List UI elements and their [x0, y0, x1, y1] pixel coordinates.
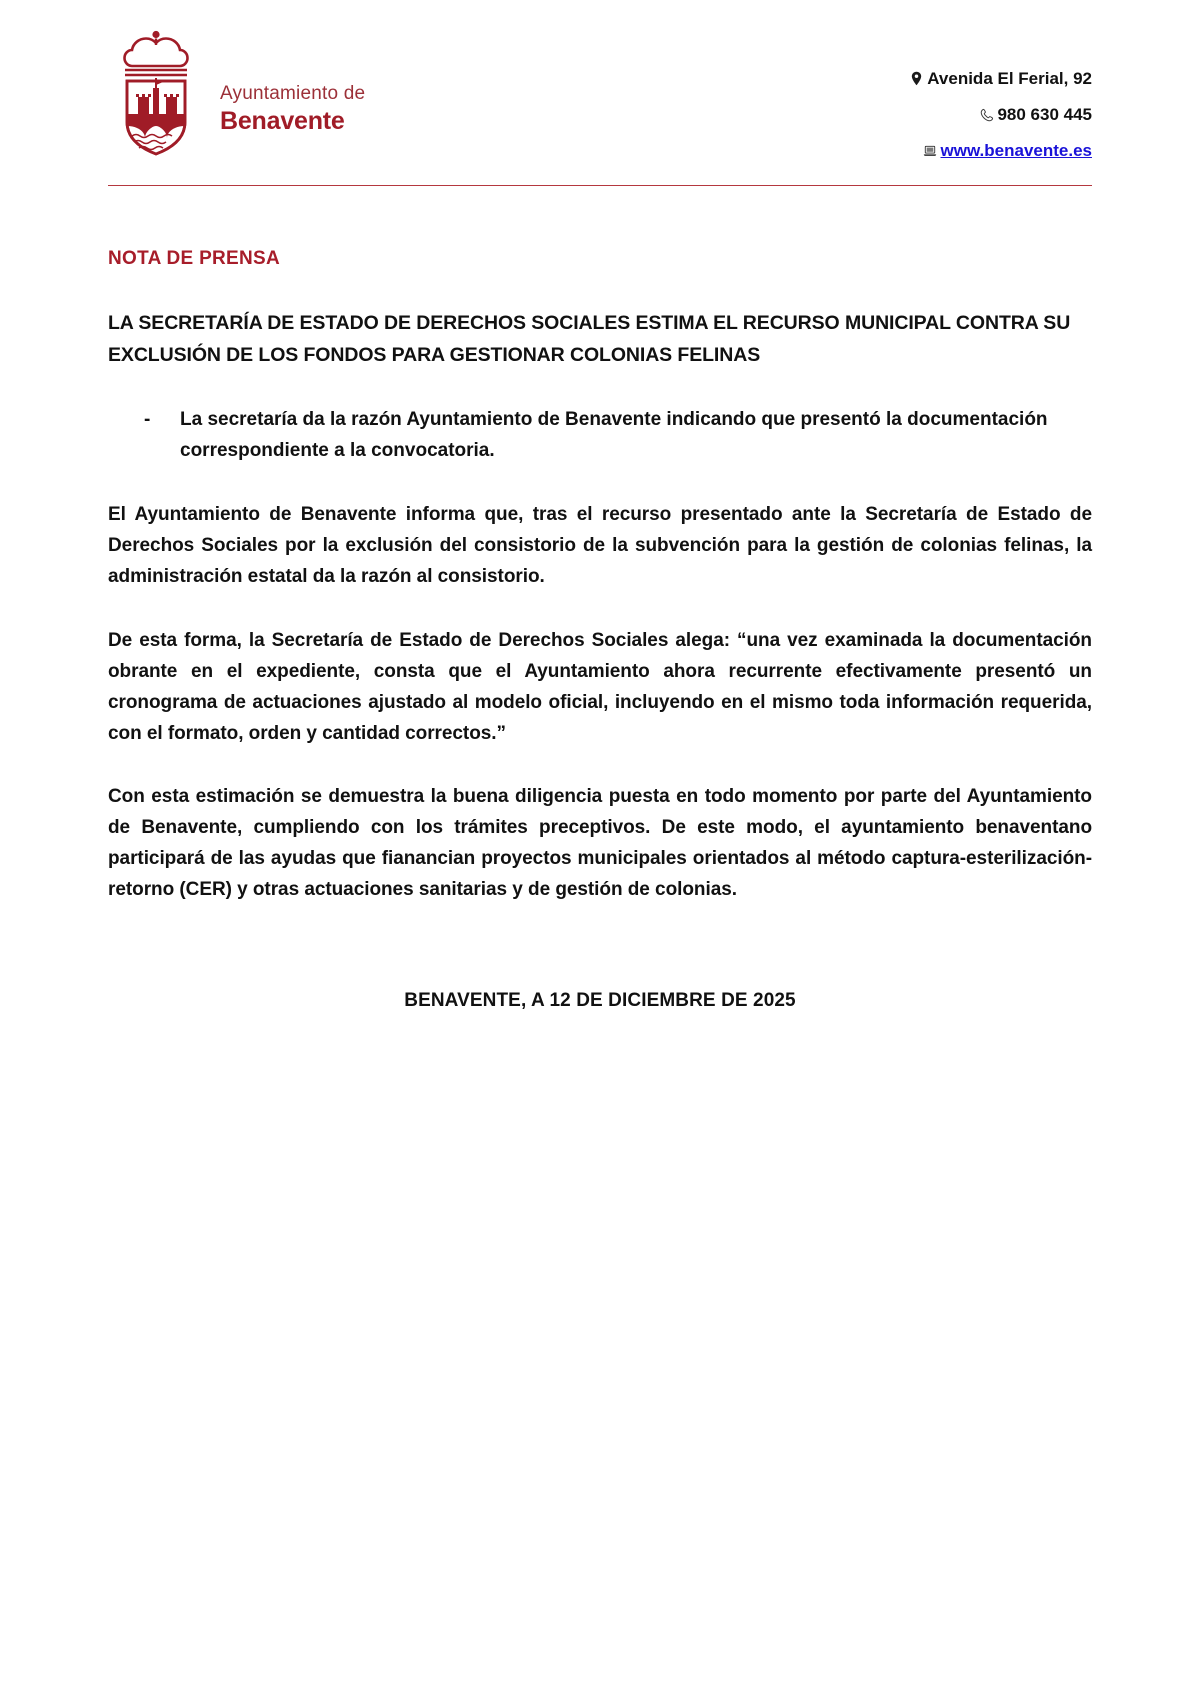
bullet-text: La secretaría da la razón Ayuntamiento de Benavente indicando que presentó la documentación correspondiente a la convocatoria.	[180, 409, 1048, 461]
bullet-marker: -	[144, 409, 151, 431]
laptop-icon	[923, 142, 938, 159]
logo-org-name: Benavente	[220, 106, 345, 135]
contact-phone-row	[909, 106, 1092, 123]
phone-icon	[979, 106, 994, 123]
dateline: BENAVENTE, A 12 DE DICIEMBRE DE 2025	[404, 990, 796, 1012]
document-header	[0, 0, 1200, 159]
header-divider	[108, 185, 1092, 186]
press-release-kicker: NOTA DE PRENSA	[108, 248, 281, 269]
contact-website-row[interactable]	[909, 142, 1092, 159]
body-paragraph-1: El Ayuntamiento de Benavente informa que, tras el recurso presentado ante la Secretaría de Estado de Derechos Sociales por la exclusión del consistorio de la subvención para la gestión de colonias felinas, la administración estatal da la razón al consistorio.	[108, 503, 1092, 587]
contact-address: Avenida El Ferial, 92	[927, 69, 1092, 88]
contact-phone: 980 630 445	[997, 105, 1092, 124]
logo-org-prefix: Ayuntamiento de	[220, 83, 366, 105]
document-body	[0, 248, 1200, 1012]
coat-of-arms-icon	[108, 26, 204, 158]
location-pin-icon	[909, 70, 924, 87]
website-link[interactable]: www.benavente.es	[940, 141, 1092, 160]
page-title	[108, 308, 1092, 371]
body-paragraph-2: De esta forma, la Secretaría de Estado de Derechos Sociales alega: “una vez examinada la documentación obrante en el expediente, consta que el Ayuntamiento ahora recurrente efectivamente presentó un cronograma de actuaciones ajustado al modelo oficial, incluyendo en el mismo toda información requerida, con el formato, orden y cantidad correctos.”	[108, 629, 1092, 744]
page-title-line-2: CONTRA SU EXCLUSIÓN DE LOS FONDOS PARA GESTIONAR COLONIAS FELINAS	[108, 312, 1071, 366]
highlight-bullet-list	[108, 405, 1092, 467]
logo-wordmark	[220, 48, 365, 136]
institutional-logo	[108, 26, 365, 158]
list-item	[108, 405, 1092, 467]
body-paragraph-3: Con esta estimación se demuestra la buena diligencia puesta en todo momento por parte del Ayuntamiento de Benavente, cumpliendo con los trámites preceptivos. De este modo, el ayuntamiento benaventano participará de las ayudas que fianancian proyectos municipales orientados al método captura-esterilización-retorno (CER) y otras actuaciones sanitarias y de gestión de colonias.	[108, 786, 1092, 901]
contact-address-row	[909, 70, 1092, 87]
page-title-line-1: LA SECRETARÍA DE ESTADO DE DERECHOS SOCIALES ESTIMA EL RECURSO MUNICIPAL	[108, 312, 951, 334]
contact-block	[909, 26, 1092, 159]
